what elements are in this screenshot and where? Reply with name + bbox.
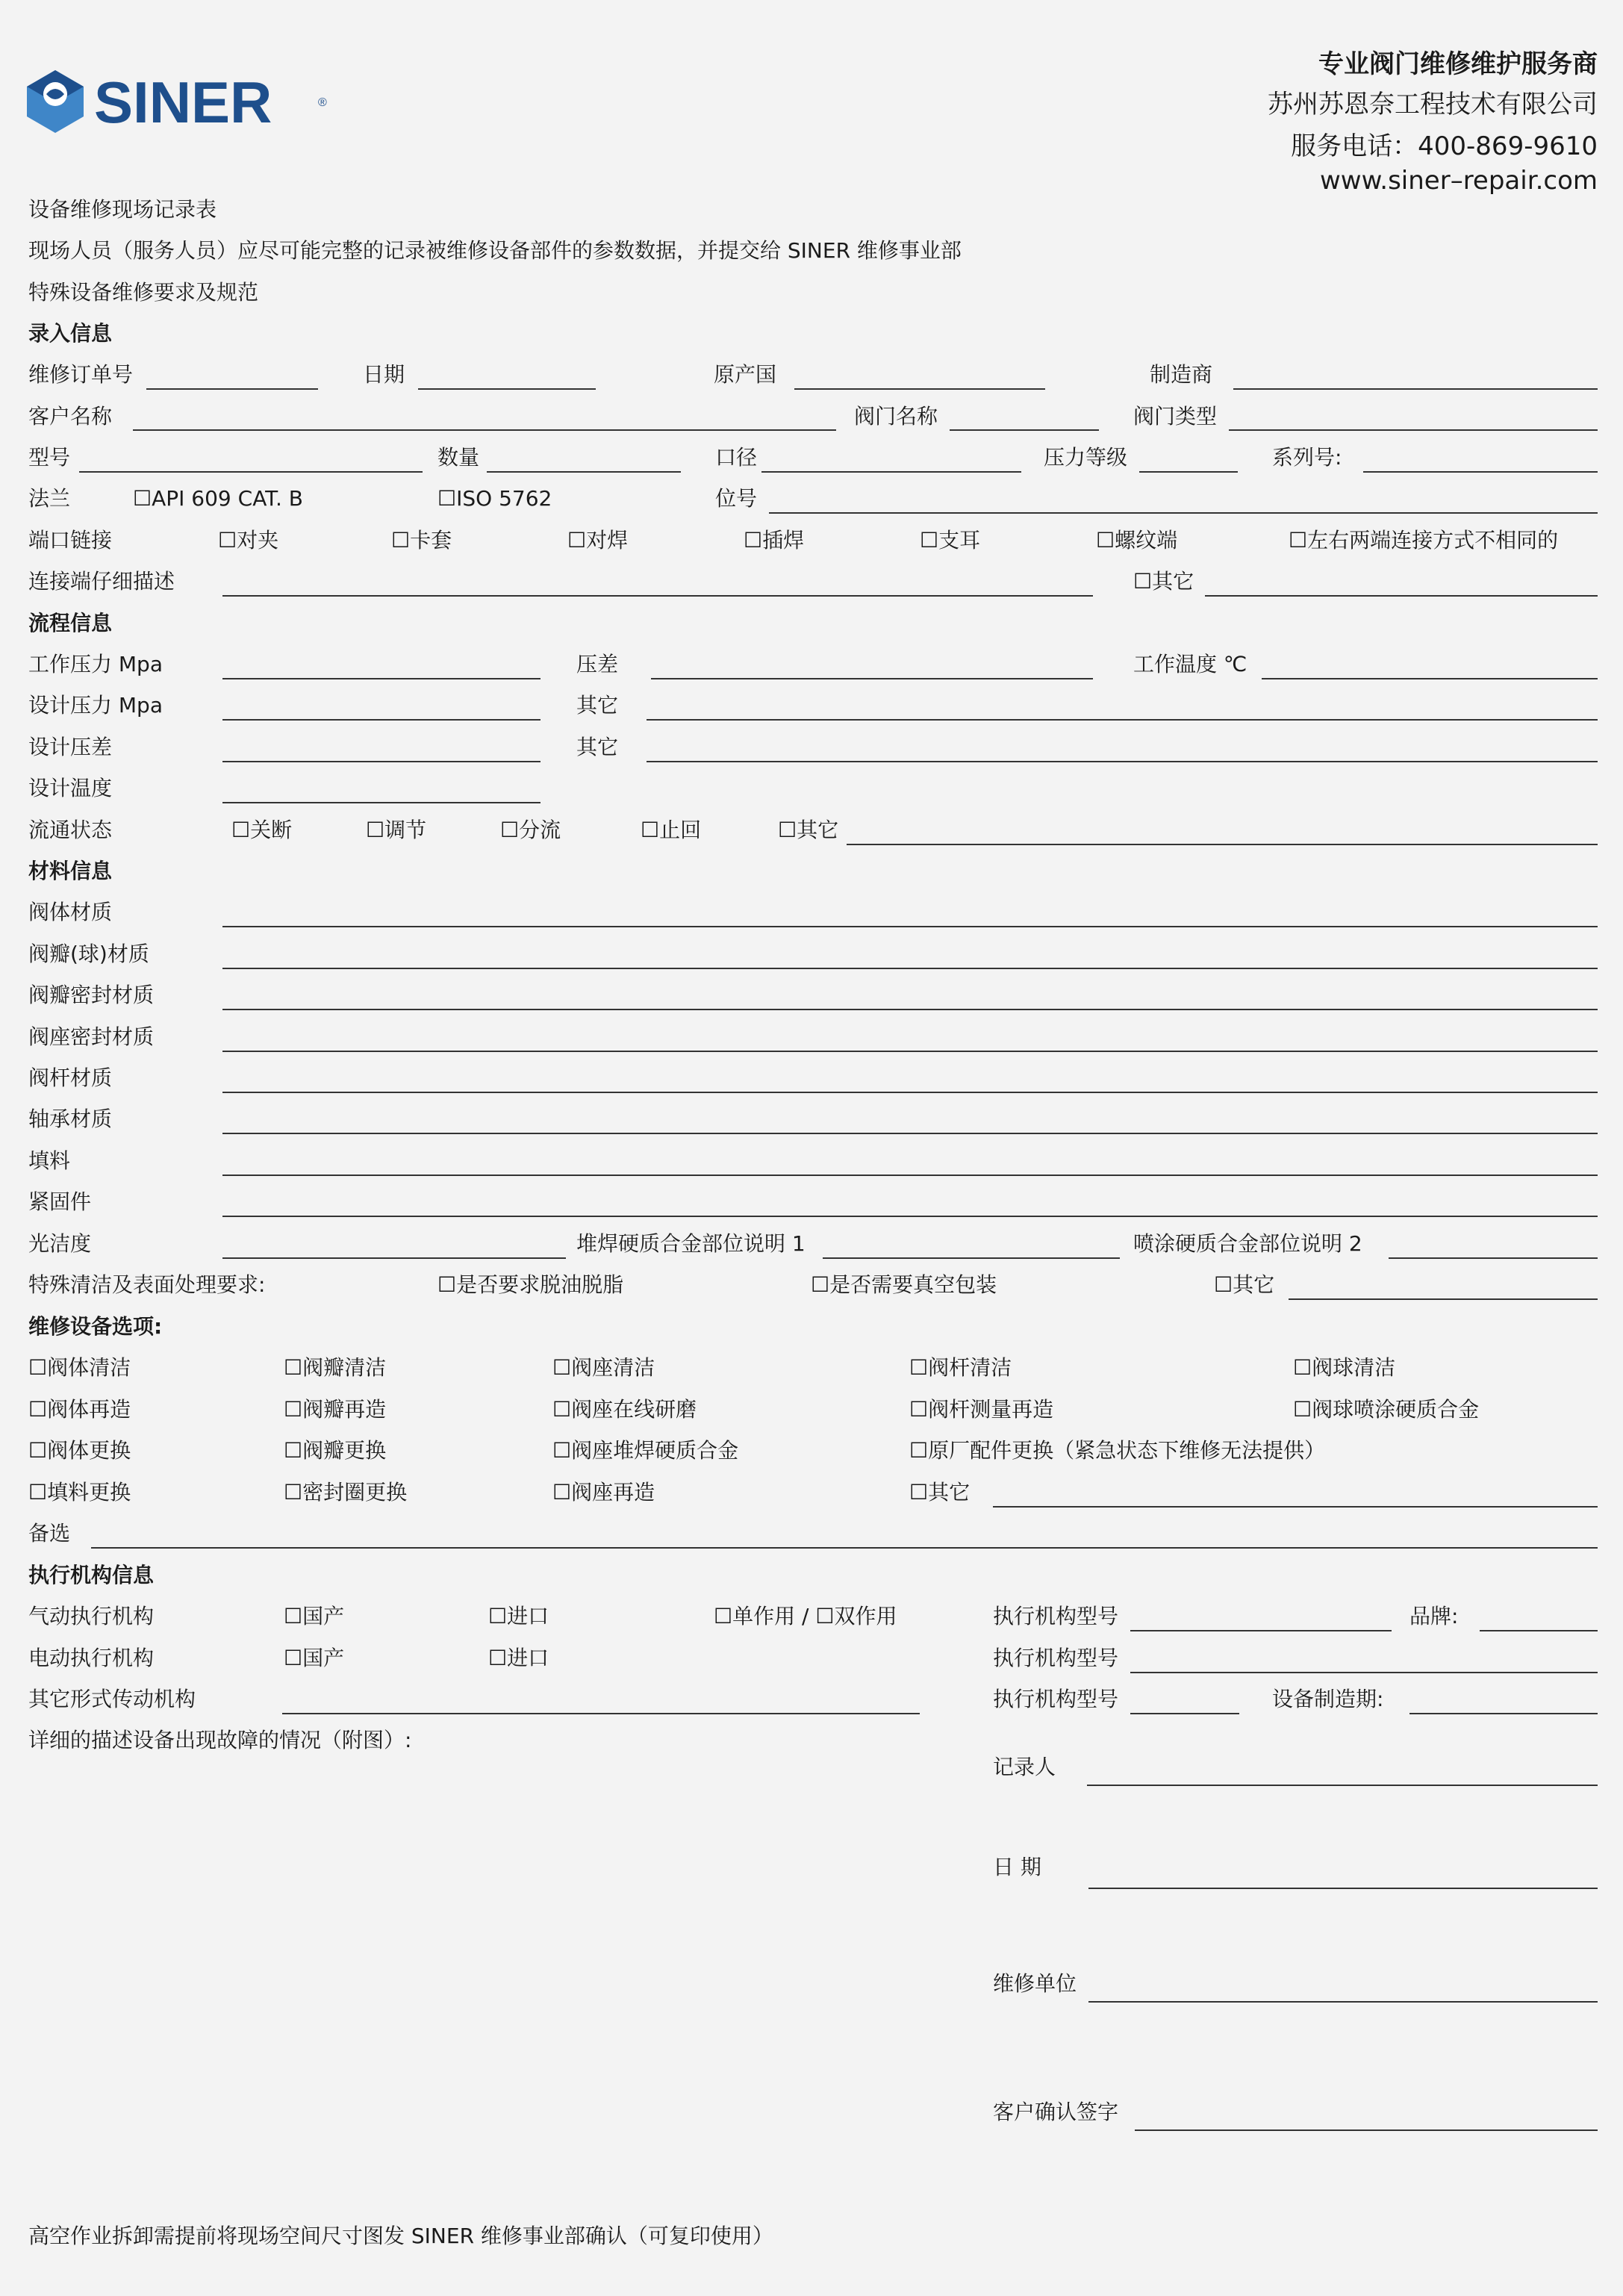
- date-label: 日期: [363, 362, 405, 387]
- valve-type-field[interactable]: [1229, 429, 1598, 431]
- pneumatic-label: 气动执行机构: [28, 1604, 155, 1628]
- repair-option[interactable]: ☐阀瓣更换: [284, 1438, 387, 1463]
- port-detail-label: 连接端仔细描述: [28, 569, 175, 594]
- clean-other-checkbox[interactable]: ☐其它: [1214, 1272, 1275, 1297]
- pressure-class-label: 压力等级: [1044, 445, 1128, 470]
- port-link-label: 端口链接: [28, 528, 113, 553]
- spray2-field[interactable]: [1389, 1257, 1598, 1259]
- packing-field[interactable]: [222, 1175, 1598, 1176]
- design-diff-label: 设计压差: [28, 735, 113, 759]
- actuator-model1-label: 执行机构型号: [993, 1604, 1119, 1628]
- electric-label: 电动执行机构: [28, 1646, 155, 1670]
- acting-checkbox[interactable]: ☐单作用 / ☐双作用: [714, 1604, 897, 1628]
- design-pressure-field[interactable]: [222, 719, 541, 721]
- repair-option[interactable]: ☐阀杆清洁: [909, 1355, 1012, 1380]
- pressure-diff-field[interactable]: [651, 678, 1093, 679]
- body-material-label: 阀体材质: [28, 900, 113, 924]
- degrease-checkbox[interactable]: ☐是否要求脱油脱脂: [437, 1272, 624, 1297]
- footer-note: 高空作业拆卸需提前将现场空间尺寸图发 SINER 维修事业部确认（可复印使用）: [28, 2224, 773, 2248]
- overlay1-label: 堆焊硬质合金部位说明 1: [576, 1231, 806, 1256]
- section-actuator: 执行机构信息: [28, 1563, 155, 1587]
- disc-seal-label: 阀瓣密封材质: [28, 983, 155, 1007]
- actuator-model2-label: 执行机构型号: [993, 1646, 1119, 1670]
- quantity-field[interactable]: [487, 471, 681, 473]
- form-title: 设备维修现场记录表: [28, 197, 217, 222]
- date-field[interactable]: [418, 388, 596, 390]
- pneumatic-domestic-checkbox[interactable]: ☐国产: [284, 1604, 345, 1628]
- repair-option[interactable]: ☐阀杆测量再造: [909, 1397, 1054, 1422]
- stem-material-label: 阀杆材质: [28, 1065, 113, 1090]
- butt-weld-checkbox[interactable]: ☐对焊: [567, 528, 629, 553]
- design-diff-field[interactable]: [222, 761, 541, 762]
- svg-text:®: ®: [318, 96, 327, 109]
- actuator-model3-label: 执行机构型号: [993, 1687, 1119, 1711]
- flow-other-checkbox[interactable]: ☐其它: [778, 818, 839, 842]
- actuator-model3-field[interactable]: [1130, 1713, 1239, 1714]
- disc-material-field[interactable]: [222, 968, 1598, 969]
- diff-ends-checkbox[interactable]: ☐左右两端连接方式不相同的: [1289, 528, 1559, 553]
- manufacturer-label: 制造商: [1150, 362, 1213, 387]
- api-checkbox[interactable]: ☐API 609 CAT. B: [133, 486, 303, 511]
- siner-logo: [25, 64, 339, 139]
- flow-other1-field[interactable]: [647, 719, 1598, 721]
- recorder-field[interactable]: [1087, 1785, 1598, 1786]
- valve-type-label: 阀门类型: [1133, 404, 1218, 429]
- mfg-date-label: 设备制造期:: [1272, 1687, 1384, 1711]
- design-temp-label: 设计温度: [28, 776, 113, 800]
- pneumatic-import-checkbox[interactable]: ☐进口: [488, 1604, 549, 1628]
- lug-checkbox[interactable]: ☐支耳: [920, 528, 981, 553]
- port-other-field[interactable]: [1205, 595, 1598, 597]
- series-field[interactable]: [1363, 471, 1598, 473]
- position-field[interactable]: [769, 512, 1598, 514]
- iso-checkbox[interactable]: ☐ISO 5762: [437, 486, 552, 511]
- siner-logo-svg: [25, 64, 339, 139]
- spare-field[interactable]: [91, 1547, 1598, 1549]
- disc-seal-field[interactable]: [222, 1009, 1598, 1010]
- flange-label: 法兰: [28, 486, 71, 511]
- regulate-checkbox[interactable]: ☐调节: [366, 818, 427, 842]
- check-checkbox[interactable]: ☐止回: [641, 818, 702, 842]
- flow-other2-label: 其它: [576, 735, 619, 759]
- customer-field[interactable]: [133, 429, 836, 431]
- quantity-label: 数量: [437, 445, 480, 470]
- fault-date-label: 日 期: [993, 1855, 1041, 1879]
- repair-option[interactable]: ☐阀瓣清洁: [284, 1355, 387, 1380]
- series-label: 系列号:: [1272, 445, 1342, 470]
- shutoff-checkbox[interactable]: ☐关断: [231, 818, 293, 842]
- bearing-material-label: 轴承材质: [28, 1107, 113, 1131]
- packing-label: 填料: [28, 1148, 71, 1173]
- model-label: 型号: [28, 445, 71, 470]
- finish-field[interactable]: [222, 1257, 566, 1259]
- bearing-material-field[interactable]: [222, 1133, 1598, 1134]
- stem-material-field[interactable]: [222, 1092, 1598, 1093]
- clean-other-field[interactable]: [1289, 1298, 1598, 1300]
- repair-option[interactable]: ☐阀球喷涂硬质合金: [1293, 1397, 1480, 1422]
- brand-label: 品牌:: [1409, 1604, 1459, 1628]
- pressure-class-field[interactable]: [1139, 471, 1238, 473]
- overlay1-field[interactable]: [823, 1257, 1120, 1259]
- spare-label: 备选: [28, 1521, 71, 1546]
- header-website[interactable]: www.siner–repair.com: [1319, 166, 1598, 196]
- spray2-label: 喷涂硬质合金部位说明 2: [1133, 1231, 1362, 1256]
- special-clean-label: 特殊清洁及表面处理要求:: [28, 1272, 266, 1297]
- mfg-date-field[interactable]: [1409, 1713, 1598, 1714]
- seat-seal-label: 阀座密封材质: [28, 1024, 155, 1049]
- port-detail-field[interactable]: [222, 595, 1093, 597]
- logo-text: SINER: [94, 69, 272, 135]
- caliber-field[interactable]: [761, 471, 1021, 473]
- port-other-checkbox[interactable]: ☐其它: [1133, 569, 1194, 594]
- flow-other1-label: 其它: [576, 693, 619, 718]
- work-pressure-field[interactable]: [222, 678, 541, 679]
- fastener-field[interactable]: [222, 1216, 1598, 1217]
- wafer-checkbox[interactable]: ☐对夹: [218, 528, 279, 553]
- manufacturer-field[interactable]: [1233, 388, 1598, 390]
- repair-option[interactable]: ☐阀座清洁: [552, 1355, 655, 1380]
- section-repair: 维修设备选项:: [28, 1314, 163, 1339]
- diverter-checkbox[interactable]: ☐分流: [500, 818, 561, 842]
- section-flow: 流程信息: [28, 611, 113, 635]
- repair-option[interactable]: ☐阀体再造: [28, 1397, 131, 1422]
- brand-field[interactable]: [1480, 1630, 1598, 1631]
- flow-state-label: 流通状态: [28, 818, 113, 842]
- repair-option[interactable]: ☐密封圈更换: [284, 1480, 408, 1505]
- fastener-label: 紧固件: [28, 1189, 92, 1214]
- repair-option[interactable]: ☐填料更换: [28, 1480, 131, 1505]
- fault-date-field[interactable]: [1088, 1888, 1598, 1889]
- order-no-field[interactable]: [146, 388, 318, 390]
- thread-checkbox[interactable]: ☐螺纹端: [1096, 528, 1178, 553]
- repair-option[interactable]: ☐阀体更换: [28, 1438, 131, 1463]
- ferrule-checkbox[interactable]: ☐卡套: [391, 528, 452, 553]
- section-material: 材料信息: [28, 859, 113, 883]
- intro-instruction: 现场人员（服务人员）应尽可能完整的记录被维修设备部件的参数数据，并提交给 SINER 维修事业部: [28, 238, 962, 263]
- work-temp-label: 工作温度 ℃: [1133, 652, 1247, 676]
- valve-name-label: 阀门名称: [854, 404, 938, 429]
- vacuum-checkbox[interactable]: ☐是否需要真空包装: [811, 1272, 997, 1297]
- work-pressure-label: 工作压力 Mpa: [28, 652, 163, 676]
- flow-other-field[interactable]: [847, 844, 1598, 845]
- repair-option[interactable]: ☐阀球清洁: [1293, 1355, 1396, 1380]
- work-temp-field[interactable]: [1262, 678, 1598, 679]
- header-company: 苏州苏恩奈工程技术有限公司: [1268, 90, 1598, 119]
- customer-label: 客户名称: [28, 404, 113, 429]
- electric-import-checkbox[interactable]: ☐进口: [488, 1646, 549, 1670]
- header-phone: 服务电话：400-869-9610: [1291, 131, 1598, 161]
- fault-desc-label: 详细的描述设备出现故障的情况（附图）:: [28, 1728, 412, 1752]
- pressure-diff-label: 压差: [576, 652, 619, 676]
- repair-option[interactable]: ☐阀座在线研磨: [552, 1397, 697, 1422]
- repair-option[interactable]: ☐其它: [909, 1480, 971, 1505]
- recorder-label: 记录人: [993, 1755, 1056, 1779]
- header-tagline: 专业阀门维修维护服务商: [1318, 49, 1598, 79]
- order-no-label: 维修订单号: [28, 362, 134, 387]
- actuator-model2-field[interactable]: [1130, 1672, 1598, 1673]
- design-temp-field[interactable]: [222, 802, 541, 803]
- repair-option[interactable]: ☐阀瓣再造: [284, 1397, 387, 1422]
- body-material-field[interactable]: [222, 926, 1598, 927]
- repair-option[interactable]: ☐阀座再造: [552, 1480, 655, 1505]
- electric-domestic-checkbox[interactable]: ☐国产: [284, 1646, 345, 1670]
- caliber-label: 口径: [715, 445, 758, 470]
- other-drive-field[interactable]: [282, 1713, 920, 1714]
- seat-seal-field[interactable]: [222, 1051, 1598, 1052]
- origin-field[interactable]: [794, 388, 1045, 390]
- valve-name-field[interactable]: [950, 429, 1099, 431]
- flow-other2-field[interactable]: [647, 761, 1598, 762]
- repair-unit-label: 维修单位: [993, 1971, 1077, 1996]
- model-field[interactable]: [79, 471, 423, 473]
- other-drive-label: 其它形式传动机构: [28, 1687, 196, 1711]
- repair-option[interactable]: ☐阀座堆焊硬质合金: [552, 1438, 739, 1463]
- design-pressure-label: 设计压力 Mpa: [28, 693, 163, 718]
- finish-label: 光洁度: [28, 1231, 92, 1256]
- origin-label: 原产国: [714, 362, 777, 387]
- section-entry: 录入信息: [28, 321, 113, 346]
- actuator-model1-field[interactable]: [1130, 1630, 1392, 1631]
- repair-option[interactable]: ☐原厂配件更换（紧急状态下维修无法提供）: [909, 1438, 1326, 1463]
- intro-special: 特殊设备维修要求及规范: [28, 280, 259, 305]
- socket-weld-checkbox[interactable]: ☐插焊: [744, 528, 805, 553]
- customer-confirm-field[interactable]: [1135, 2129, 1598, 2131]
- repair-unit-field[interactable]: [1088, 2001, 1598, 2003]
- repair-option[interactable]: ☐阀体清洁: [28, 1355, 131, 1380]
- customer-confirm-label: 客户确认签字: [993, 2100, 1119, 2124]
- position-label: 位号: [715, 486, 758, 511]
- disc-material-label: 阀瓣(球)材质: [28, 942, 149, 966]
- repair-other-field[interactable]: [993, 1506, 1598, 1508]
